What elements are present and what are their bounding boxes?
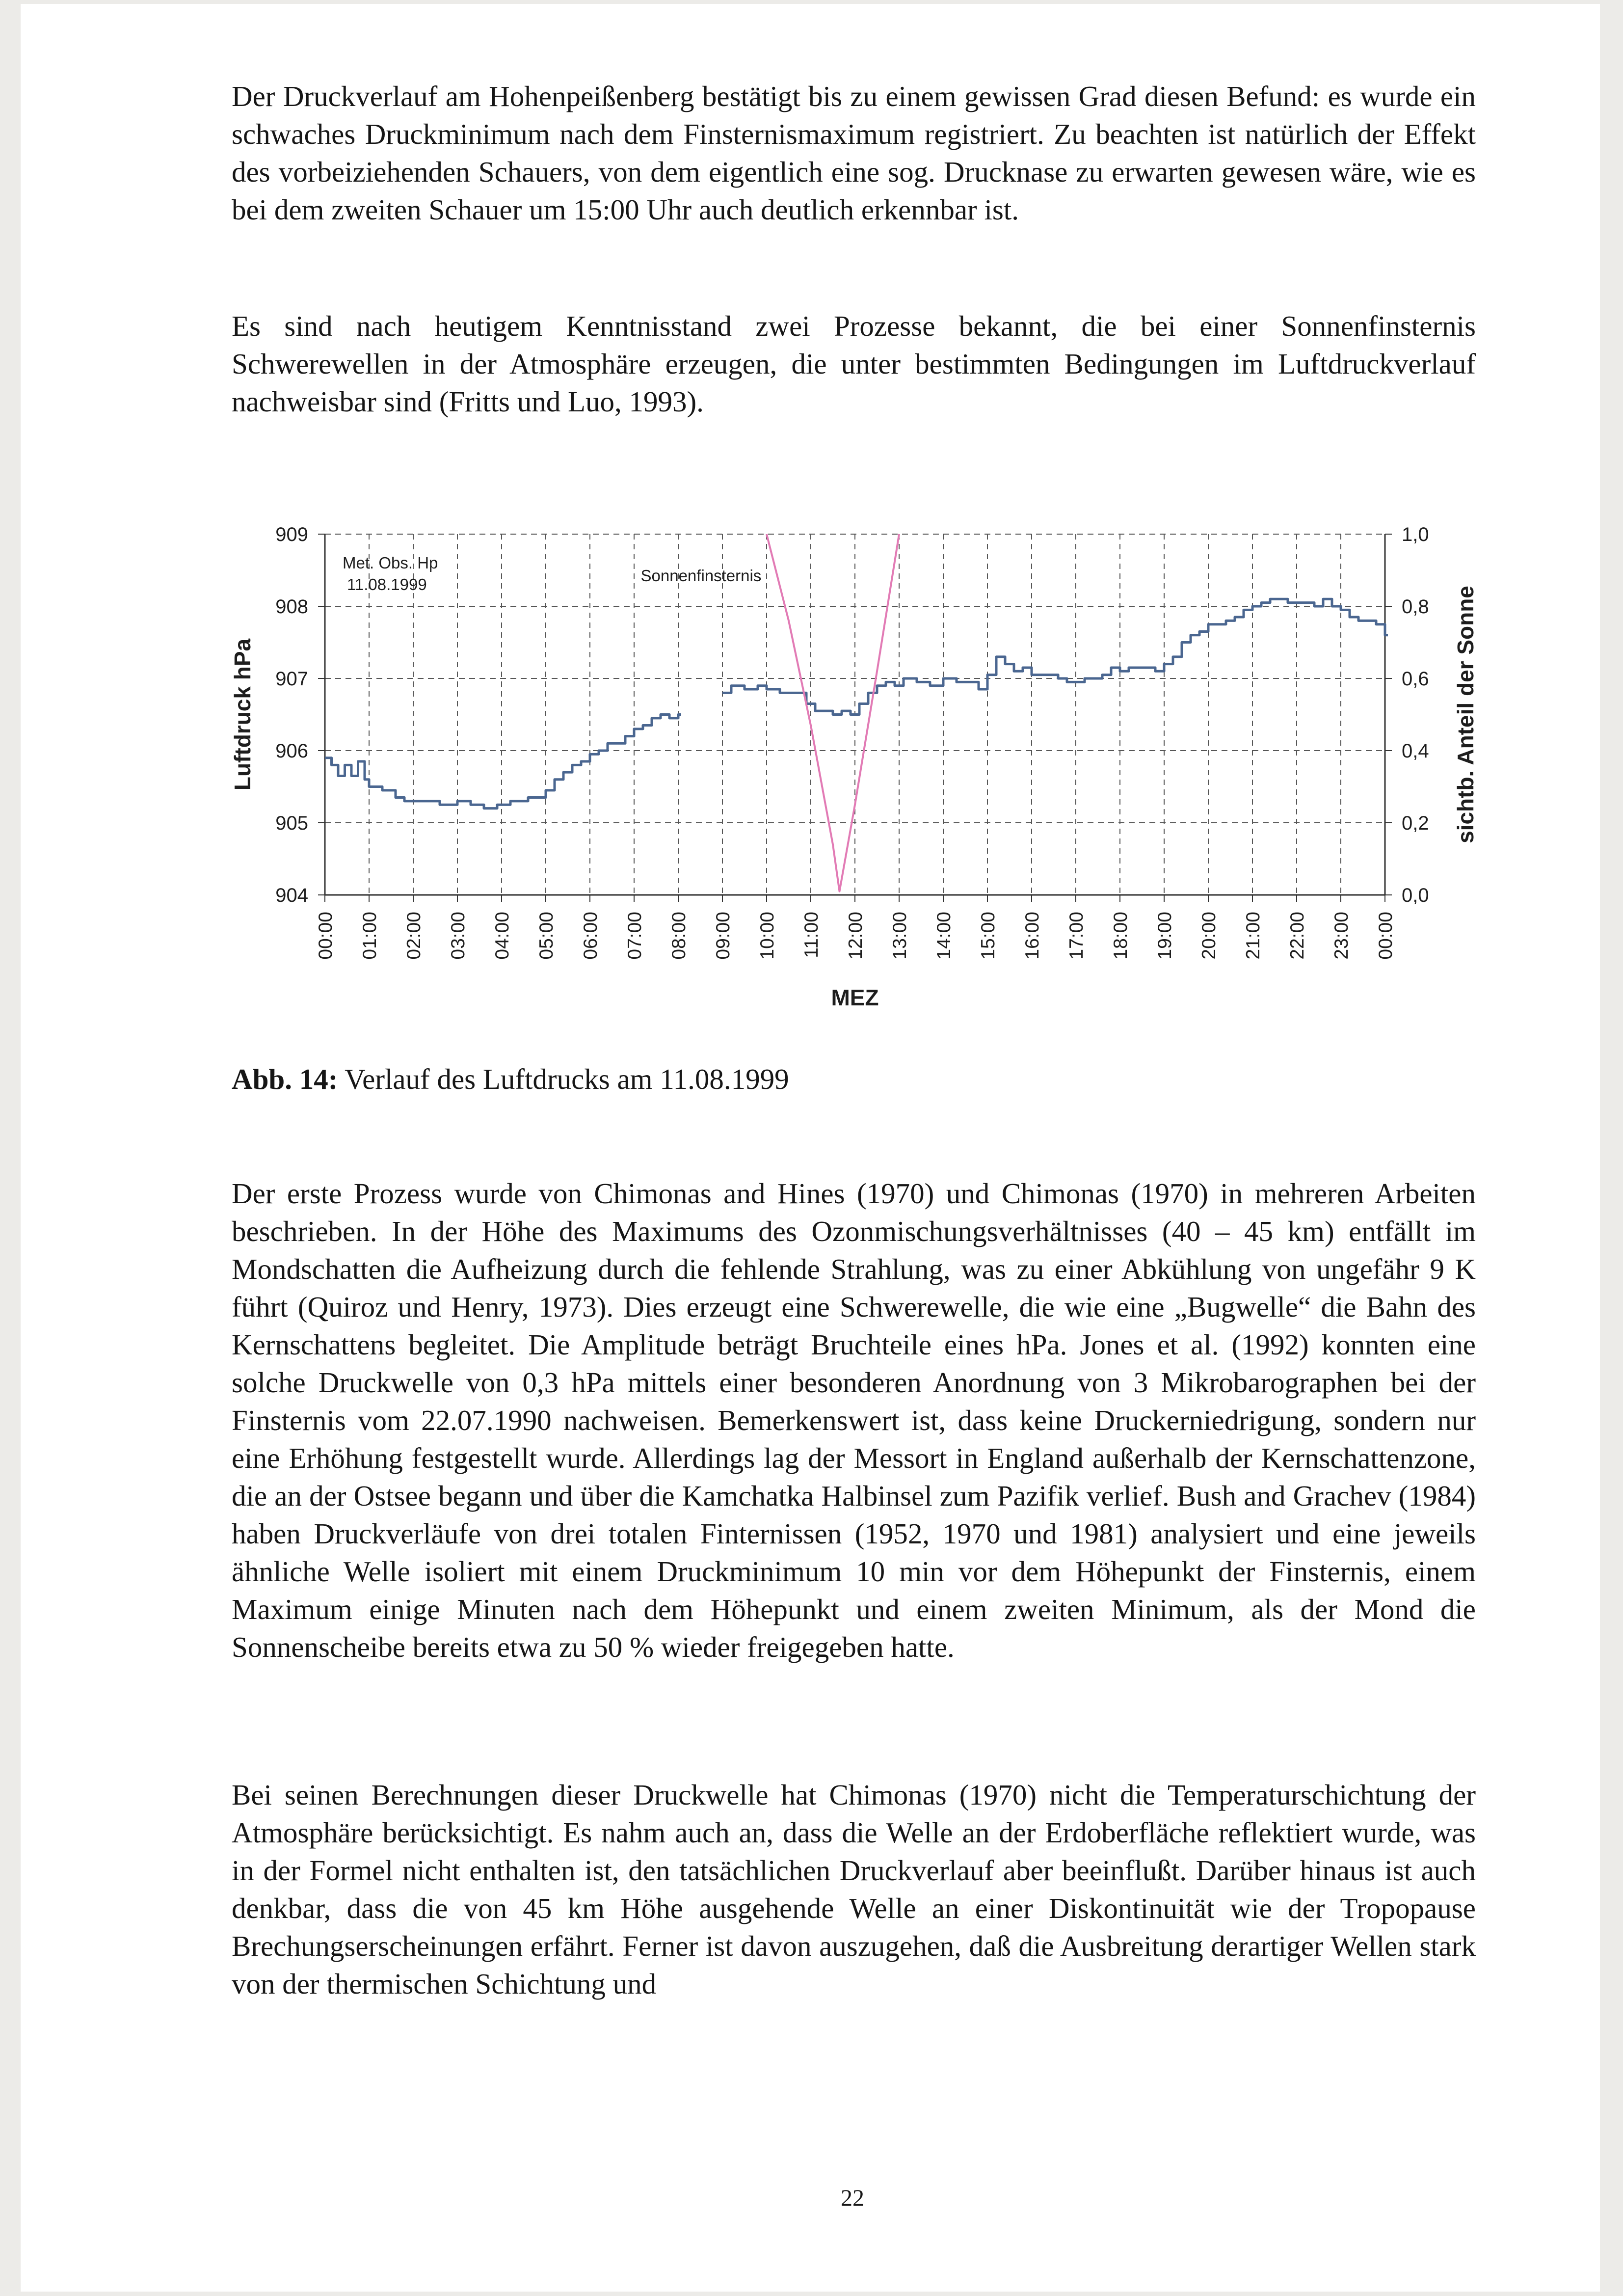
x-tick-label: 03:00 xyxy=(448,912,469,960)
y-right-tick-label: 0,6 xyxy=(1402,668,1429,690)
paragraph-3: Der erste Prozess wurde von Chimonas and Hines (1970) und Chimonas (1970) in mehreren Arbeiten beschrieben. In der Höhe des Maximums des Ozonmischungsverhältnisses (40 – 45 km) entfällt im Mondschatten die Aufheizung durch die fehlende Strahlung, was zu einer Abkühlung von ungefähr 9 K führt (Quiroz und Henry, 1973). Dies erzeugt eine Schwerewelle, die wie eine „Bugwelle“ die Bahn des Kernschattens begleitet. Die Amplitude beträgt Bruchteile eines hPa. Jones et al. (1992) konnten eine solche Druckwelle von 0,3 hPa mittels einer besonderen Anordnung von 3 Mikrobarographen bei der Finsternis vom 22.07.1990 nachweisen. Bemerkenswert ist, dass keine Druckerniedrigung, sondern nur eine Erhöhung festgestellt wurde. Allerdings lag der Messort in England außerhalb der Kernschattenzone, die an der Ostsee begann und über die Kamchatka Halbinsel zum Pazifik verlief. Bush and Grachev (1984) haben Druckverläufe von drei totalen Finternissen (1952, 1970 und 1981) analysiert und eine jeweils ähnliche Welle isoliert mit einem Druckminimum 10 min vor dem Höhepunkt der Finsternis, einem Maximum einige Minuten nach dem Höhepunkt und einem zweiten Minimum, als der Mond die Sonnenscheibe bereits etwa zu 50 % wieder freigegeben hatte. xyxy=(232,1177,1476,1663)
x-tick-label: 04:00 xyxy=(492,912,513,960)
annotation-date: 11.08.1999 xyxy=(347,575,427,594)
x-tick-label: 08:00 xyxy=(668,912,690,960)
page-number: 22 xyxy=(841,2185,864,2211)
x-tick-label: 15:00 xyxy=(978,912,999,960)
x-tick-label: 13:00 xyxy=(889,912,910,960)
figure-caption-label: Abb. 14: xyxy=(232,1063,338,1095)
x-tick-label: 17:00 xyxy=(1066,912,1087,960)
y-right-tick-label: 0,8 xyxy=(1402,596,1429,618)
paragraph-1: Der Druckverlauf am Hohenpeißenberg bestätigt bis zu einem gewissen Grad diesen Befund: es wurde ein schwaches Druckminimum nach dem Finsternismaximum registriert. Zu beachten ist natürlich der Effekt des vorbeiziehenden Schauers, von dem eigentlich eine sog. Drucknase zu erwarten gewesen wäre, wie es bei dem zweiten Schauer um 15:00 Uhr auch deutlich erkennbar ist. xyxy=(232,80,1476,226)
x-tick-label: 16:00 xyxy=(1022,912,1043,960)
x-tick-label: 21:00 xyxy=(1243,912,1264,960)
x-tick-label: 06:00 xyxy=(580,912,601,960)
x-tick-label: 20:00 xyxy=(1198,912,1220,960)
x-tick-label: 18:00 xyxy=(1110,912,1131,960)
figure-caption xyxy=(232,1060,789,1098)
pressure-series xyxy=(325,715,681,809)
x-tick-label: 10:00 xyxy=(757,912,778,960)
y-right-tick-label: 0,4 xyxy=(1402,740,1429,762)
x-tick-label: 23:00 xyxy=(1331,912,1352,960)
paragraph-2: Es sind nach heutigem Kenntnisstand zwei Prozesse bekannt, die bei einer Sonnenfinsternis Schwerewellen in der Atmosphäre erzeugen, die unter bestimmten Bedingungen im Luftdruckverlauf nachweisbar sind (Fritts und Luo, 1993). xyxy=(232,310,1476,418)
pressure-series xyxy=(722,599,1388,714)
x-tick-label: 00:00 xyxy=(1375,912,1396,960)
x-tick-label: 02:00 xyxy=(403,912,425,960)
chart-labels xyxy=(230,524,1478,1010)
y-tick-label: 909 xyxy=(275,524,308,545)
annotation-eclipse: Sonnenfinsternis xyxy=(640,567,762,585)
y-tick-label: 908 xyxy=(275,596,308,618)
y-axis-title: Luftdruck hPa xyxy=(230,638,255,791)
x-tick-label: 09:00 xyxy=(713,912,734,960)
x-tick-label: 00:00 xyxy=(315,912,336,960)
paragraph-4: Bei seinen Berechnungen dieser Druckwelle hat Chimonas (1970) nicht die Temperaturschichtung der Atmosphäre berücksichtigt. Es nahm auch an, dass die Welle an der Erdoberfläche reflektiert wurde, was in der Formel nicht enthalten ist, den tatsächlichen Druckverlauf aber beeinflußt. Darüber hinaus ist auch denkbar, dass die von 45 km Höhe ausgehende Welle an einer Diskontinuität wie der Tropopause Brechungserscheinungen erfährt. Ferner ist davon auszugehen, daß die Ausbreitung derartiger Wellen stark von der thermischen Schichtung und xyxy=(232,1779,1476,2000)
y-tick-label: 907 xyxy=(275,668,308,690)
x-tick-label: 22:00 xyxy=(1287,912,1308,960)
y-right-tick-label: 0,2 xyxy=(1402,812,1429,834)
x-tick-label: 05:00 xyxy=(536,912,557,960)
y-right-tick-label: 0,0 xyxy=(1402,885,1429,906)
y-tick-label: 906 xyxy=(275,740,308,762)
y-tick-label: 904 xyxy=(275,885,308,906)
pressure-chart xyxy=(227,514,1483,1025)
x-tick-label: 12:00 xyxy=(845,912,866,960)
annotation-station: Met. Obs. Hp xyxy=(343,554,438,572)
figure-caption-text: Verlauf des Luftdrucks am 11.08.1999 xyxy=(345,1063,789,1095)
x-tick-label: 11:00 xyxy=(801,912,822,958)
chart-axes xyxy=(318,534,1392,902)
x-axis-title: MEZ xyxy=(831,985,879,1010)
x-tick-label: 19:00 xyxy=(1154,912,1175,960)
x-tick-label: 14:00 xyxy=(933,912,955,960)
page xyxy=(21,4,1600,2292)
y-right-tick-label: 1,0 xyxy=(1402,524,1429,545)
y-right-axis-title: sichtb. Anteil der Sonne xyxy=(1453,586,1478,843)
x-tick-label: 07:00 xyxy=(624,912,645,960)
y-tick-label: 905 xyxy=(275,812,308,834)
x-tick-label: 01:00 xyxy=(359,912,380,960)
chart-series xyxy=(325,534,1388,891)
